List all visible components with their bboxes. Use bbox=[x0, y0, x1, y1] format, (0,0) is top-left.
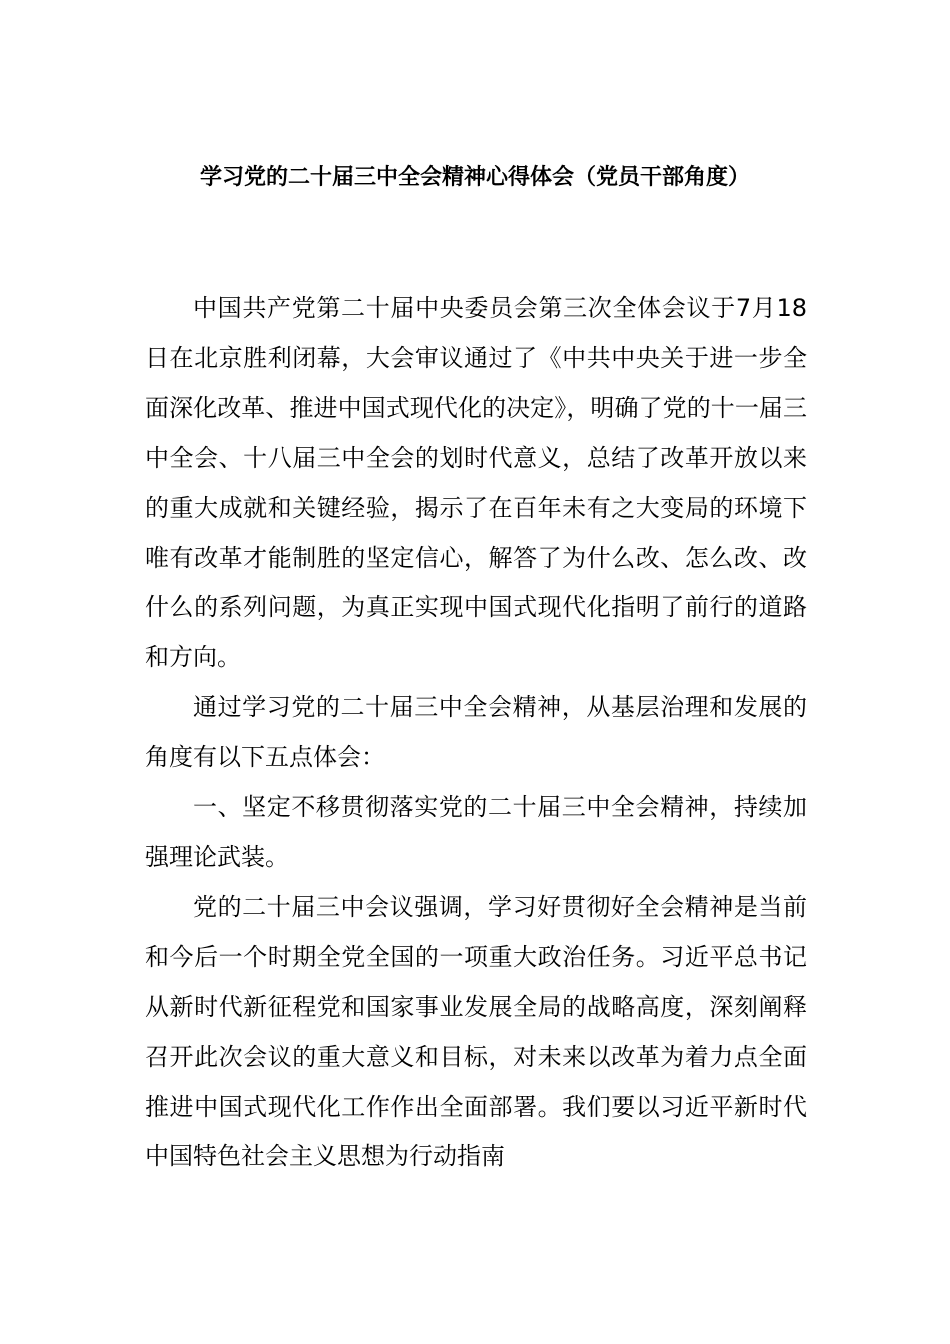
document-body bbox=[145, 284, 807, 1182]
section-heading-1: 一、坚定不移贯彻落实党的二十届三中全会精神，持续加强理论武装。 bbox=[145, 793, 807, 871]
document-title: 学习党的二十届三中全会精神心得体会（党员干部角度） bbox=[199, 165, 750, 190]
paragraph-overview: 通过学习党的二十届三中全会精神，从基层治理和发展的角度有以下五点体会： bbox=[145, 693, 807, 772]
paragraph-section-1: 党的二十届三中会议强调，学习好贯彻好全会精神是当前和今后一个时期全党全国的一项重大政治任务。习近平总书记从新时代新征程党和国家事业发展全局的战略高度，深刻阐释召开此次会议的重大意义和目标，对未来以改革为着力点全面推进中国式现代化工作作出全面部署。我们要以习近平新时代中国特色社会主义思想为行动指南 bbox=[145, 892, 807, 1171]
paragraph-intro: 中国共产党第二十届中央委员会第三次全体会议于7月18日在北京胜利闭幕，大会审议通过了《中共中央关于进一步全面深化改革、推进中国式现代化的决定》，明确了党的十一届三中全会、十八届三中全会的划时代意义，总结了改革开放以来的重大成就和关键经验，揭示了在百年未有之大变局的环境下唯有改革才能制胜的坚定信心，解答了为什么改、怎么改、改什么的系列问题，为真正实现中国式现代化指明了前行的道路和方向。 bbox=[145, 294, 807, 672]
